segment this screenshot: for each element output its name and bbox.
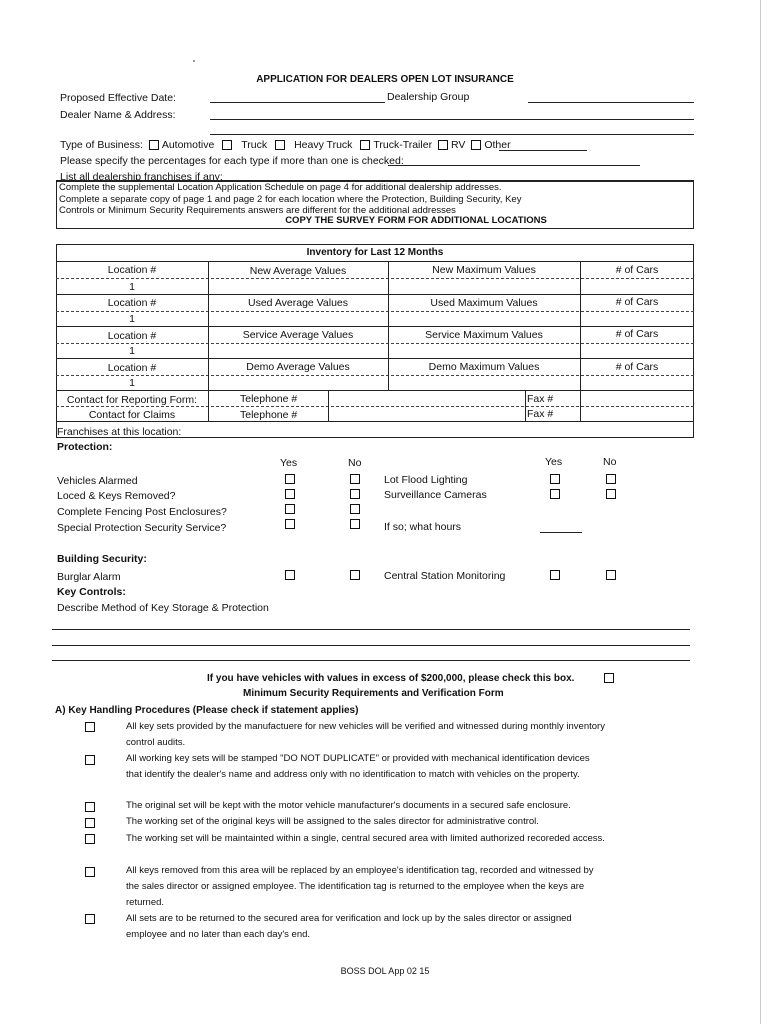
truck-trailer-label: Truck-Trailer (373, 139, 433, 151)
other-checkbox[interactable] (471, 140, 481, 150)
vehicles-alarmed-label: Vehicles Alarmed (57, 475, 138, 487)
protection-yes-header: Yes (280, 457, 298, 469)
central-station-label: Central Station Monitoring (384, 570, 506, 582)
location-number: 1 (129, 281, 135, 293)
central-station-yes-checkbox[interactable] (550, 570, 560, 580)
key-handling-checkbox-4[interactable] (85, 818, 95, 828)
table-column-rule (208, 390, 209, 421)
dealer-address-field[interactable] (210, 134, 694, 135)
location-number: 1 (129, 345, 135, 357)
supplemental-line-3: Controls or Minimum Security Requirements answers are different for the additional addresses (59, 205, 456, 216)
key-storage-line-3[interactable] (52, 660, 690, 661)
new-maximum-values-header: New Maximum Values (432, 264, 536, 276)
fencing-no-checkbox[interactable] (350, 504, 360, 514)
supplemental-line-1: Complete the supplemental Location Application Schedule on page 4 for additional dealership addresses. (59, 182, 502, 193)
other-type-field[interactable] (499, 150, 587, 151)
percentages-field[interactable] (388, 165, 640, 166)
key-handling-checkbox-2[interactable] (85, 755, 95, 765)
special-protection-label: Special Protection Security Service? (57, 522, 227, 534)
complete-fencing-label: Complete Fencing Post Enclosures? (57, 506, 227, 518)
scan-edge (760, 0, 761, 1024)
key-handling-checkbox-6[interactable] (85, 867, 95, 877)
key-controls-heading: Key Controls: (57, 586, 126, 598)
used-maximum-values-header: Used Maximum Values (430, 297, 538, 309)
fencing-yes-checkbox[interactable] (285, 504, 295, 514)
table-rule (56, 421, 694, 422)
table-column-rule (208, 261, 209, 390)
table-rule (56, 261, 694, 262)
locked-keys-yes-checkbox[interactable] (285, 489, 295, 499)
excess-value-label: If you have vehicles with values in excess of $200,000, please check this box. (207, 673, 575, 684)
surveillance-cameras-no-checkbox[interactable] (606, 489, 616, 499)
key-handling-item-5: The working set will be maintainted within a single, central secured area with limited authorized recoreded access. (126, 833, 605, 844)
location-label: Location # (107, 297, 157, 309)
locked-keys-removed-label: Loced & Keys Removed? (57, 490, 176, 502)
type-of-business-row (60, 139, 511, 151)
used-average-values-header: Used Average Values (247, 297, 348, 309)
location-label: Location # (107, 264, 157, 276)
special-protection-no-checkbox[interactable] (350, 519, 360, 529)
truck-trailer-checkbox[interactable] (360, 140, 370, 150)
location-label: Location # (107, 362, 157, 374)
dealership-group-label: Dealership Group (387, 91, 470, 103)
key-handling-heading: A) Key Handling Procedures (Please check if statement applies) (55, 705, 359, 716)
other-label: Other (484, 139, 511, 151)
lot-flood-lighting-label: Lot Flood Lighting (384, 474, 468, 486)
protection-no-header: No (348, 457, 362, 469)
automotive-label: Automotive (161, 139, 215, 151)
reporting-fax-label: Fax # (527, 393, 554, 405)
key-handling-checkbox-3[interactable] (85, 802, 95, 812)
new-average-values-header: New Average Values (249, 265, 347, 277)
table-rule (56, 390, 694, 391)
key-handling-item-6: All keys removed from this area will be replaced by an employee's identification tag, recorded and witnessed by the sales director or assigned employee. The identification tag is returned to the employee when the keys are returned. (126, 865, 594, 908)
demo-average-values-header: Demo Average Values (246, 361, 350, 373)
table-column-rule (328, 390, 329, 421)
location-number: 1 (129, 313, 135, 325)
cars-count-header: # of Cars (615, 296, 659, 308)
key-handling-item-1: All key sets provided by the manufactuere for new vehicles will be verified and witnessed during monthly inventory control audits. (126, 721, 605, 748)
automotive-checkbox[interactable] (149, 140, 159, 150)
lot-flood-lighting-no-checkbox[interactable] (606, 474, 616, 484)
cars-count-header: # of Cars (615, 361, 659, 373)
key-storage-line-2[interactable] (52, 645, 690, 646)
table-column-rule (525, 390, 526, 421)
dealer-name-label: Dealer Name & Address: (60, 109, 176, 121)
special-protection-yes-checkbox[interactable] (285, 519, 295, 529)
truck-label: Truck (241, 139, 268, 151)
key-handling-item-3: The original set will be kept with the motor vehicle manufacturer's documents in a secured safe enclosure. (126, 800, 571, 811)
claims-telephone-label: Telephone # (240, 409, 298, 421)
key-handling-item-2: All working key sets will be stamped "DO NOT DUPLICATE" or provided with mechanical identification devices that identify the dealer's name and address only with no identification to match with vehicles on the property. (126, 753, 590, 780)
table-column-rule (580, 390, 581, 421)
type-of-business-label: Type of Business: (60, 139, 143, 151)
minimum-security-title: Minimum Security Requirements and Verification Form (243, 688, 504, 699)
dealership-group-field[interactable] (528, 102, 694, 103)
key-handling-item-4: The working set of the original keys will be assigned to the sales director for administrative control. (126, 816, 539, 827)
burglar-alarm-no-checkbox[interactable] (350, 570, 360, 580)
table-rule (56, 311, 694, 312)
vehicles-alarmed-no-checkbox[interactable] (350, 474, 360, 484)
contact-claims-label: Contact for Claims (88, 409, 176, 421)
copy-survey-notice: COPY THE SURVEY FORM FOR ADDITIONAL LOCATIONS (285, 215, 547, 226)
inventory-title: Inventory for Last 12 Months (306, 247, 444, 258)
scan-speck (193, 60, 195, 62)
rv-label: RV (451, 139, 466, 151)
table-rule (56, 358, 694, 359)
contact-reporting-label: Contact for Reporting Form: (66, 394, 198, 406)
key-handling-checkbox-5[interactable] (85, 834, 95, 844)
cars-count-header: # of Cars (615, 264, 659, 276)
describe-key-storage-label: Describe Method of Key Storage & Protection (57, 602, 269, 614)
location-label: Location # (107, 330, 157, 342)
supplemental-line-2: Complete a separate copy of page 1 and page 2 for each location where the Protection, Building Security, Key (59, 194, 522, 205)
key-storage-line-1[interactable] (52, 629, 690, 630)
claims-fax-label: Fax # (527, 408, 554, 420)
excess-value-checkbox[interactable] (604, 673, 614, 683)
percentages-label: Please specify the percentages for each type if more than one is checked: (60, 155, 404, 167)
vehicles-alarmed-yes-checkbox[interactable] (285, 474, 295, 484)
cars-count-header: # of Cars (615, 328, 659, 340)
if-so-hours-field[interactable] (540, 532, 582, 533)
dealer-name-field[interactable] (210, 119, 694, 120)
form-footer-code: BOSS DOL App 02 15 (340, 966, 430, 976)
form-title: APPLICATION FOR DEALERS OPEN LOT INSURANCE (256, 74, 514, 85)
table-rule (56, 343, 694, 344)
protection-no-header-right: No (603, 456, 617, 468)
protection-heading: Protection: (57, 441, 113, 453)
rv-checkbox[interactable] (438, 140, 448, 150)
table-rule (56, 294, 694, 295)
key-handling-checkbox-1[interactable] (85, 722, 95, 732)
proposed-effective-date-label: Proposed Effective Date: (60, 92, 176, 104)
central-station-no-checkbox[interactable] (606, 570, 616, 580)
key-handling-item-7: All sets are to be returned to the secured area for verification and lock up by the sales director or assigned employee and no later than each day's end. (126, 913, 572, 940)
locked-keys-no-checkbox[interactable] (350, 489, 360, 499)
heavy-truck-checkbox[interactable] (275, 140, 285, 150)
building-security-heading: Building Security: (57, 553, 147, 565)
service-maximum-values-header: Service Maximum Values (425, 329, 543, 341)
if-so-hours-label: If so; what hours (384, 521, 462, 533)
table-column-rule (388, 261, 389, 390)
table-rule (56, 406, 694, 407)
table-column-rule (580, 261, 581, 390)
demo-maximum-values-header: Demo Maximum Values (428, 361, 540, 373)
burglar-alarm-label: Burglar Alarm (57, 571, 121, 583)
surveillance-cameras-label: Surveillance Cameras (384, 489, 487, 501)
proposed-effective-date-field[interactable] (210, 102, 385, 103)
franchises-at-location-label: Franchises at this location: (57, 426, 182, 438)
surveillance-cameras-yes-checkbox[interactable] (550, 489, 560, 499)
location-number: 1 (129, 377, 135, 389)
table-rule (56, 375, 694, 376)
burglar-alarm-yes-checkbox[interactable] (285, 570, 295, 580)
reporting-telephone-label: Telephone # (240, 393, 298, 405)
truck-checkbox[interactable] (222, 140, 232, 150)
key-handling-checkbox-7[interactable] (85, 914, 95, 924)
franchises-label: List all dealership franchises if any: (60, 171, 223, 183)
lot-flood-lighting-yes-checkbox[interactable] (550, 474, 560, 484)
heavy-truck-label: Heavy Truck (294, 139, 353, 151)
table-rule (56, 278, 694, 279)
protection-yes-header-right: Yes (545, 456, 563, 468)
table-rule (56, 326, 694, 327)
service-average-values-header: Service Average Values (242, 329, 354, 341)
